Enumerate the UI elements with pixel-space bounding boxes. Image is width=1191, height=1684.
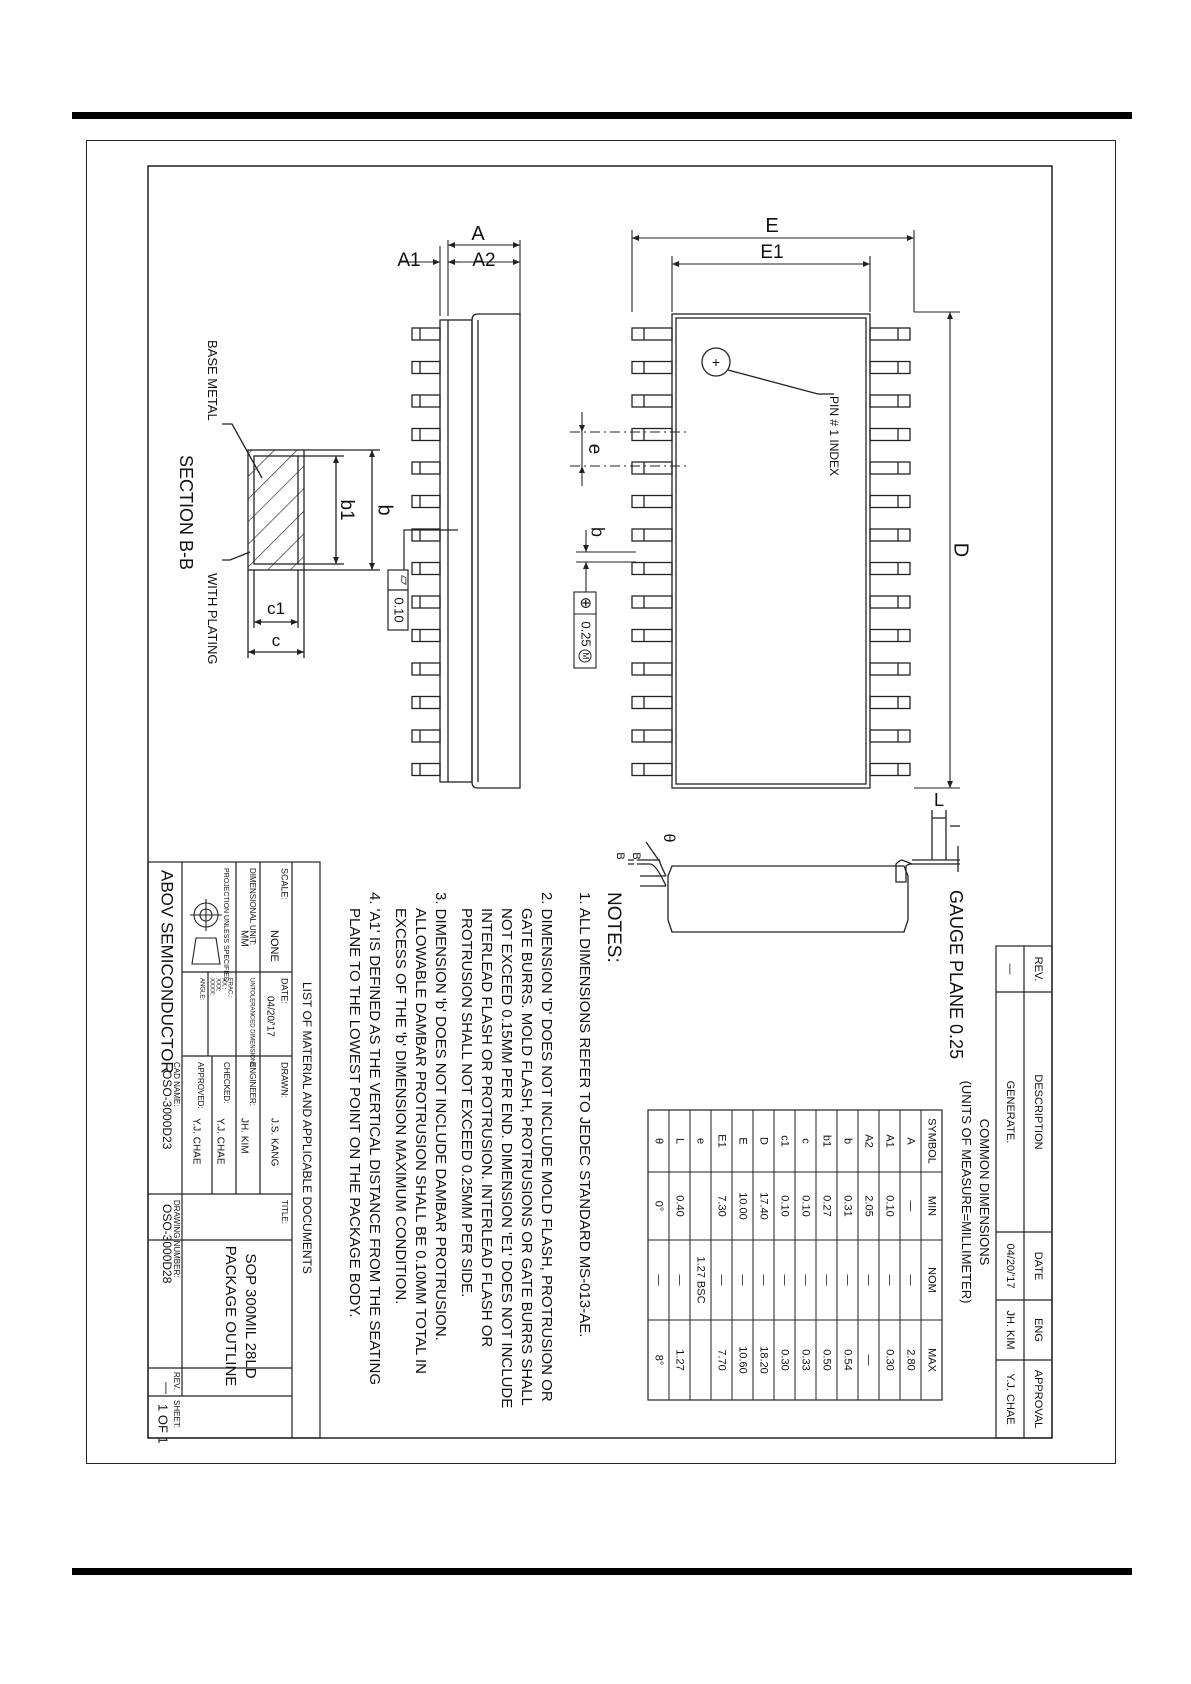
dim-cell: θ	[652, 1137, 665, 1145]
label-a2: A2	[472, 250, 496, 271]
top-lead-right	[870, 563, 910, 575]
rev-cell-1: GENERATE.	[1004, 1080, 1017, 1144]
dim-cell: 10.60	[736, 1346, 749, 1374]
top-lead-left	[632, 395, 672, 407]
dim-cell: —	[904, 1274, 917, 1286]
dim-header-3: MAX	[925, 1348, 938, 1372]
dim-table-subtitle: (UNITS OF MEASURE=MILLIMETER)	[959, 1080, 974, 1304]
dim-cell: 0.10	[883, 1195, 896, 1217]
top-lead-right	[870, 362, 910, 374]
top-lead-right	[870, 663, 910, 675]
top-lead-left	[632, 630, 672, 642]
dim-cell: L	[673, 1137, 686, 1145]
note-line-10: 4. 'A1' IS DEFINED AS THE VERTICAL DISTANCE FROM THE SEATING	[366, 892, 384, 1386]
flatness-tolerance: 0.10	[391, 597, 407, 623]
dim-cell: e	[694, 1137, 707, 1145]
tb-date-label: DATE:	[279, 978, 290, 1004]
rev-header-0: REV.	[1032, 956, 1045, 982]
dim-cell: c1	[778, 1135, 791, 1147]
dim-cell: 0.10	[799, 1195, 812, 1217]
tb-date: 04/20/'17	[264, 996, 276, 1037]
dim-header-0: SYMBOL	[925, 1118, 938, 1164]
dim-cell: —	[904, 1200, 917, 1212]
top-lead-right	[870, 630, 910, 642]
dim-cell: A	[904, 1137, 917, 1145]
dim-cell: 0.31	[841, 1195, 854, 1217]
tb-rev: —	[159, 1382, 174, 1394]
top-view	[632, 314, 910, 788]
top-lead-right	[870, 529, 910, 541]
label-a: A	[471, 223, 485, 245]
tb-approved: Y.J. CHAE	[190, 1118, 202, 1165]
dim-cell: 1.27 BSC	[694, 1256, 707, 1304]
section-bb	[222, 424, 380, 658]
note-line-1: 1. ALL DIMENSIONS REFER TO JEDEC STANDARD MS-013-AE.	[576, 892, 594, 1338]
tb-sheet-label: SHEET:	[171, 1400, 181, 1429]
tb-xx: XX.:	[220, 978, 227, 990]
notes-heading: NOTES:	[603, 892, 624, 963]
dim-cell: 17.40	[757, 1192, 770, 1220]
label-gauge-plane: GAUGE PLANE 0.25	[946, 890, 966, 1060]
tb-checked-label: CHECKED:	[221, 1062, 231, 1104]
tb-sheet: 1 OF 1	[155, 1404, 171, 1444]
tb-company: ABOV SEMICONDUCTOR	[157, 870, 177, 1074]
label-b-marker-1: B	[614, 852, 627, 860]
label-pin1-index: PIN # 1 INDEX	[827, 396, 841, 477]
dim-cell: D	[757, 1137, 770, 1145]
dim-cell: 0.30	[883, 1349, 896, 1371]
gauge-plane-detail	[628, 810, 960, 932]
tb-cad: OSO-3000D23	[159, 1070, 174, 1150]
dim-cell: 7.70	[715, 1349, 728, 1371]
dim-cell: —	[715, 1274, 728, 1286]
dim-header-2: NOM	[925, 1267, 938, 1293]
dim-cell: 18.20	[757, 1346, 770, 1374]
side-lead	[412, 362, 440, 374]
note-line-6: PROTRUSION SHALL NOT EXCEED 0.25MM PER SIDE.	[458, 908, 476, 1298]
dim-cell: b	[841, 1137, 854, 1145]
side-lead	[412, 328, 440, 340]
rev-header-4: APPROVAL	[1032, 1369, 1045, 1429]
dim-cell: b1	[820, 1134, 833, 1148]
rev-cell-2: 04/20/'17	[1004, 1243, 1017, 1289]
tb-list-label: LIST OF MATERIAL AND APPLICABLE DOCUMENTS	[299, 982, 314, 1274]
dim-cell: c	[799, 1138, 812, 1144]
label-b-lead: b	[587, 526, 608, 538]
side-lead	[412, 529, 440, 541]
label-e-width: E	[765, 215, 779, 237]
label-e1: E1	[760, 242, 784, 263]
note-line-4: NOT EXCEED 0.15MM PER END. DIMENSION 'E1' DOES NOT INCLUDE	[498, 908, 516, 1409]
note-line-8: ALLOWABLE DAMBAR PROTRUSION SHALL BE 0.10MM TOTAL IN	[412, 908, 430, 1374]
dim-cell: 0°	[652, 1200, 665, 1212]
position-modifier: M	[580, 652, 590, 660]
label-l: L	[934, 790, 945, 810]
top-lead-left	[632, 697, 672, 709]
tb-drawing-label: DRAWING NUMBER:	[171, 1200, 181, 1278]
top-lead-right	[870, 764, 910, 776]
dim-cell: E	[736, 1137, 749, 1145]
top-lead-right	[870, 596, 910, 608]
flatness-symbol: ▱	[397, 575, 413, 585]
side-lead	[412, 496, 440, 508]
side-lead	[412, 697, 440, 709]
side-lead	[412, 596, 440, 608]
dim-cell: 2.80	[904, 1349, 917, 1371]
tb-angle: ANGLE:	[198, 978, 205, 1001]
tb-scale: NONE	[268, 930, 281, 962]
position-symbol: ⊕	[577, 596, 595, 610]
note-line-2: 2. DIMENSION 'D' DOES NOT INCLUDE MOLD FLASH, PROTRUSION OR	[538, 892, 556, 1402]
dim-header-1: MIN	[925, 1195, 938, 1217]
tb-drawn: J.S. KANG	[268, 1118, 280, 1167]
tb-cad-label: CAD NAME:	[171, 1062, 181, 1107]
side-lead	[412, 563, 440, 575]
top-lead-left	[632, 764, 672, 776]
dim-cell: 0.40	[673, 1195, 686, 1217]
rev-cell-3: JH. KIM	[1004, 1310, 1017, 1350]
top-lead-left	[632, 596, 672, 608]
rev-header-1: DESCRIPTION	[1032, 1074, 1045, 1150]
side-lead	[412, 630, 440, 642]
label-c1: c1	[267, 599, 285, 618]
dim-cell: 0.30	[778, 1349, 791, 1371]
top-lead-left	[632, 730, 672, 742]
note-line-5: INTERLEAD FLASH OR PROTRUSION. INTERLEAD FLASH OR	[478, 908, 496, 1348]
dim-cell: —	[841, 1274, 854, 1286]
side-lead	[412, 663, 440, 675]
top-lead-right	[870, 730, 910, 742]
revision-table	[996, 946, 1052, 1438]
tb-frac: FRAC.:	[226, 978, 233, 998]
label-b-marker-2: B	[630, 852, 643, 860]
dim-cell: —	[673, 1274, 686, 1286]
tb-drawing: OSO-3000D28	[159, 1204, 174, 1284]
drawing-border	[148, 166, 1052, 1438]
label-b1: b1	[335, 499, 357, 521]
dim-cell: 2.05	[862, 1195, 875, 1217]
top-lead-right	[870, 429, 910, 441]
top-lead-left	[632, 529, 672, 541]
label-section-bb: SECTION B-B	[176, 455, 196, 571]
dim-cell: —	[862, 1274, 875, 1286]
tb-engineer-label: ENGINEER:	[247, 1062, 257, 1107]
note-line-9: EXCESS OF THE 'b' DIMENSION MAXIMUM CONDITION.	[392, 908, 410, 1305]
label-theta: θ	[659, 833, 677, 843]
top-lead-right	[870, 395, 910, 407]
label-with-plating: WITH PLATING	[205, 573, 220, 665]
dim-cell: A2	[862, 1134, 875, 1148]
tb-title-1: SOP 300MIL 28LD	[242, 1253, 260, 1379]
position-tolerance: 0.25	[578, 621, 594, 647]
notes-list	[346, 892, 593, 1408]
top-lead-left	[632, 328, 672, 340]
rev-cell-0: —	[1004, 963, 1017, 975]
rev-header-3: ENG	[1032, 1318, 1045, 1342]
dim-table-title: COMMON DIMENSIONS	[977, 1118, 992, 1266]
dim-cell: —	[820, 1274, 833, 1286]
top-lead-left	[632, 429, 672, 441]
label-d: D	[949, 542, 972, 558]
note-line-11: PLANE TO THE LOWEST POINT ON THE PACKAGE BODY.	[346, 908, 364, 1318]
rev-cell-4: Y.J. CHAE	[1004, 1373, 1017, 1425]
tb-untol-label: UNTOLERANCED DIMENSIONS	[248, 978, 255, 1068]
dim-cell: E1	[715, 1134, 728, 1148]
dim-cell: —	[736, 1274, 749, 1286]
tb-checked: Y.J. CHAE	[214, 1118, 226, 1165]
dim-cell: 8°	[652, 1354, 665, 1366]
dim-cell: —	[799, 1274, 812, 1286]
dim-cell: —	[862, 1354, 875, 1366]
label-base-metal: BASE METAL	[205, 340, 220, 421]
side-lead	[412, 429, 440, 441]
label-a1: A1	[397, 250, 421, 271]
top-lead-left	[632, 563, 672, 575]
top-lead-left	[632, 362, 672, 374]
label-b-section: b	[373, 504, 396, 516]
top-lead-left	[632, 462, 672, 474]
top-lead-right	[870, 328, 910, 340]
dim-cell: 0.27	[820, 1195, 833, 1217]
top-lead-right	[870, 462, 910, 474]
tb-title-label: TITLE:	[279, 1200, 289, 1225]
top-lead-right	[870, 496, 910, 508]
side-view	[412, 314, 520, 788]
dim-cell: —	[652, 1274, 665, 1286]
note-line-3: GATE BURRS. MOLD FLASH, PROTRUSIONS OR GATE BURRS SHALL	[518, 908, 536, 1406]
dim-cell: A1	[883, 1134, 896, 1148]
rev-header-2: DATE	[1032, 1251, 1045, 1281]
dim-cell: 0.10	[778, 1195, 791, 1217]
pin1-plus: +	[711, 354, 721, 370]
note-line-7: 3. DIMENSION 'b' DOES NOT INCLUDE DAMBAR PROTRUSION.	[432, 892, 450, 1341]
label-e-pitch: e	[583, 443, 605, 455]
tb-rev-label: REV.	[171, 1372, 181, 1390]
dimensions-table	[648, 1110, 942, 1400]
dim-cell: 0.50	[820, 1349, 833, 1371]
label-c: c	[271, 631, 281, 650]
tb-drawn-label: DRAWN:	[279, 1062, 290, 1099]
dim-cell: 0.54	[841, 1349, 854, 1371]
dim-cell: —	[883, 1274, 896, 1286]
side-lead	[412, 462, 440, 474]
dim-cell: 10.00	[736, 1192, 749, 1220]
tb-approved-label: APPROVED:	[195, 1062, 205, 1109]
dim-cell: 7.30	[715, 1195, 728, 1217]
top-lead-right	[870, 697, 910, 709]
dim-cell: —	[778, 1274, 791, 1286]
tb-dim-unit: MM	[238, 930, 250, 947]
tb-title-2: PACKAGE OUTLINE	[222, 1245, 240, 1387]
tb-projection-label: PROJECTION UNLESS SPECIFIED	[222, 868, 230, 982]
tb-dim-unit-label: DIMENSIONAL UNIT:	[247, 868, 257, 946]
tb-xxx: XXX:	[214, 978, 221, 992]
tb-scale-label: SCALE:	[279, 868, 290, 901]
projection-symbol	[190, 899, 222, 964]
side-lead	[412, 395, 440, 407]
side-lead	[412, 764, 440, 776]
tb-xxxx: XXXX:	[208, 978, 215, 996]
dim-cell: 1.27	[673, 1349, 686, 1371]
tb-engineer: JH. KIM	[238, 1118, 250, 1154]
side-lead	[412, 730, 440, 742]
top-lead-left	[632, 496, 672, 508]
top-lead-left	[632, 663, 672, 675]
dim-cell: —	[757, 1274, 770, 1286]
dim-cell: 0.33	[799, 1349, 812, 1371]
